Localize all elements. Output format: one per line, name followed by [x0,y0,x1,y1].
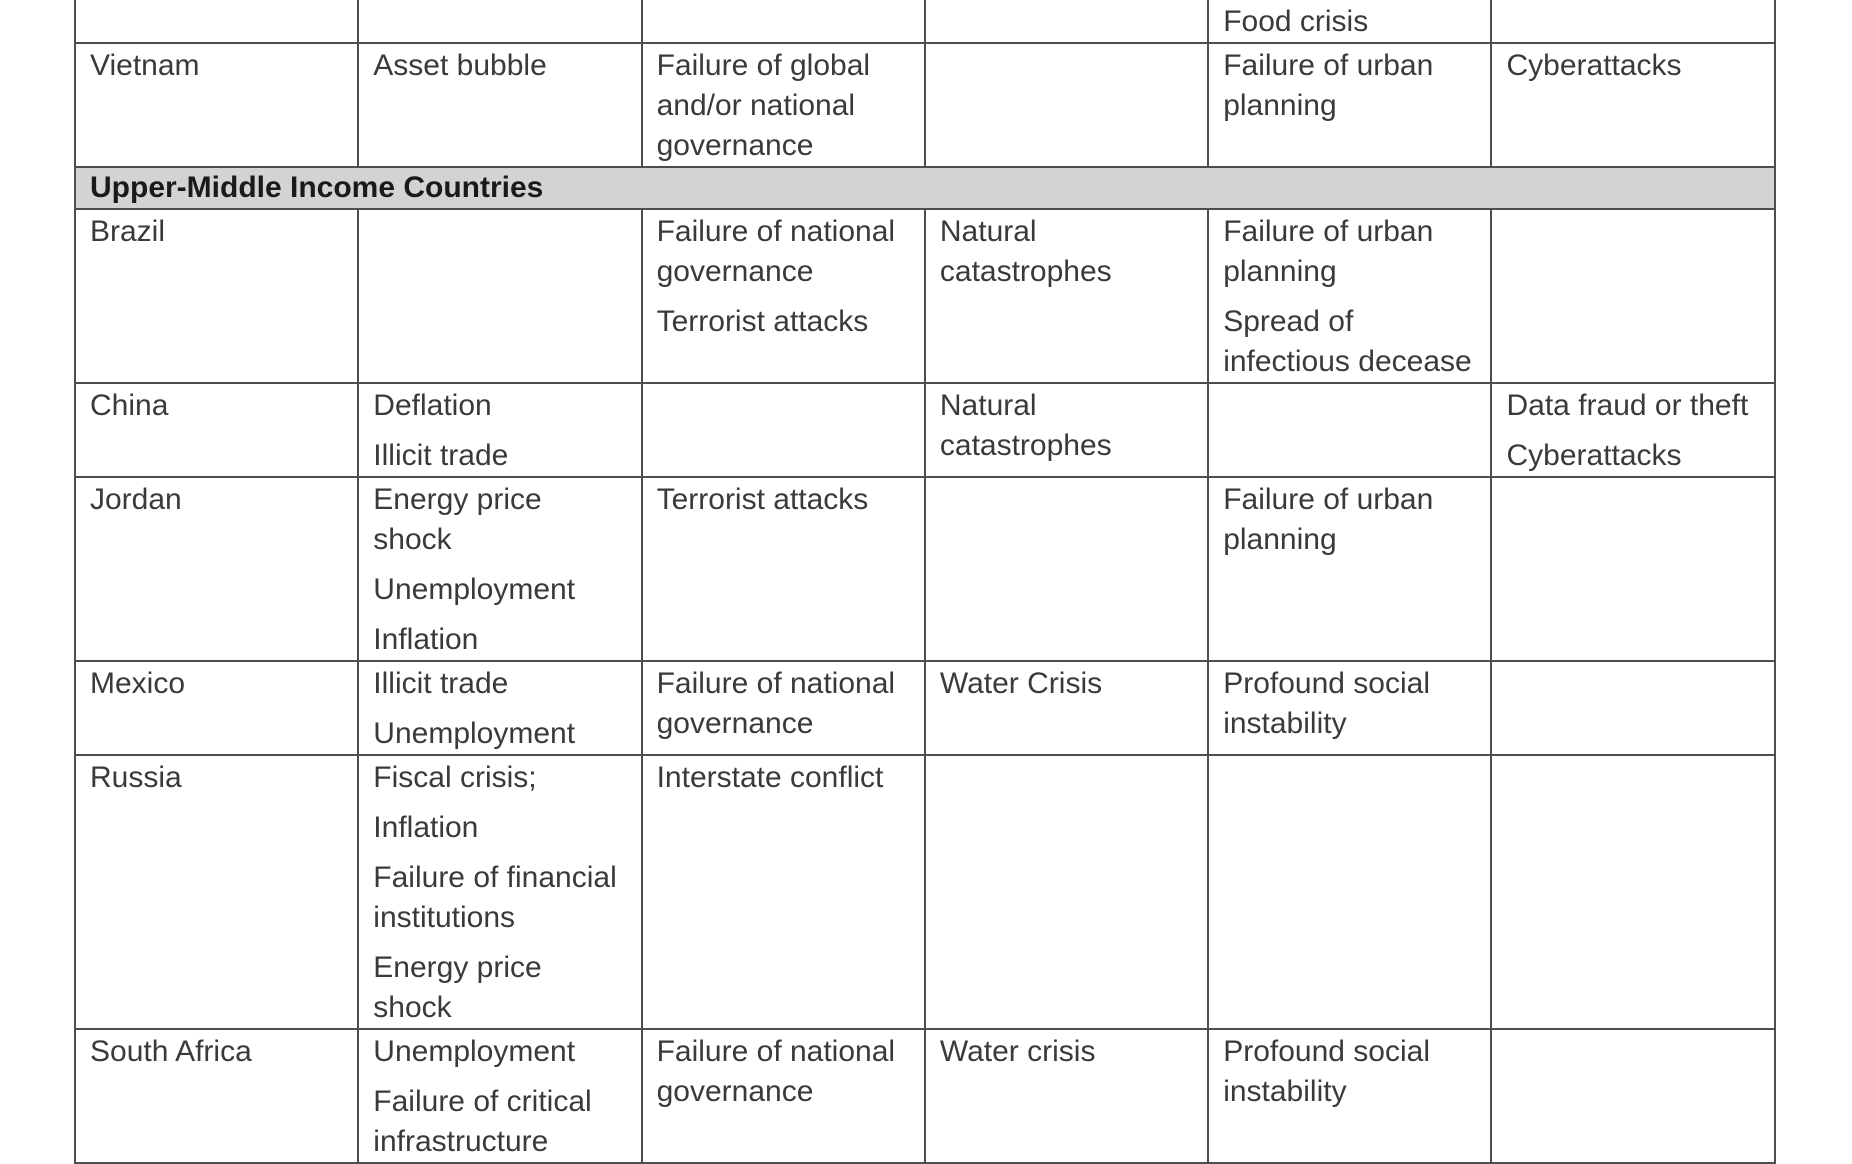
risk-entry: Terrorist attacks [656,305,869,338]
risk-cell-geopolitical [642,43,925,167]
risk-entry: Failure of urban planning [1223,215,1434,288]
risk-entry: Natural catastrophes [939,215,1112,288]
table-row [75,661,1775,755]
risk-cell-environmental [925,209,1208,383]
risk-cell-societal [1208,209,1491,383]
risk-entry: Cyberattacks [1506,49,1682,82]
table-row [75,1029,1775,1163]
risk-cell-technological [1491,1029,1774,1163]
country-cell: Mexico [75,661,358,755]
risk-cell-technological [1491,209,1774,383]
risk-entry: Illicit trade [373,667,509,700]
risk-entry: Profound social instability [1223,1035,1430,1108]
section-title: Upper-Middle Income Countries [75,167,1775,209]
risk-cell-geopolitical [642,661,925,755]
risk-cell-technological [1491,43,1774,167]
table-row [75,755,1775,1029]
table-row [75,477,1775,661]
risk-entry: Data fraud or theft [1506,389,1749,422]
table-row [75,383,1775,477]
risk-entry: Terrorist attacks [656,483,869,516]
risk-table-body [75,0,1775,1163]
risk-cell-geopolitical [642,477,925,661]
risk-entry: Failure of national governance [656,1035,896,1108]
risk-cell-economic [358,0,641,43]
risk-entry: Deflation [373,389,492,422]
risk-cell-economic [358,43,641,167]
risk-entry: Failure of national governance [656,215,896,288]
risk-cell-environmental [925,477,1208,661]
risk-cell-societal [1208,43,1491,167]
section-header-row [75,167,1775,209]
risk-cell-technological [1491,477,1774,661]
risk-cell-economic [358,755,641,1029]
risk-cell-societal [1208,477,1491,661]
risk-entry: Failure of global and/or national governance [656,49,871,162]
risk-cell-economic [358,661,641,755]
risk-table [74,0,1776,1164]
risk-entry: Energy price shock [373,483,542,556]
risk-cell-societal [1208,661,1491,755]
risk-cell-societal [1208,383,1491,477]
risk-cell-economic [358,383,641,477]
risk-cell-environmental [925,1029,1208,1163]
risk-entry: Fiscal crisis; [373,761,537,794]
risk-entry: Unemployment [373,717,576,750]
risk-entry: Water Crisis [939,667,1103,700]
risk-cell-technological [1491,0,1774,43]
country-cell: Russia [75,755,358,1029]
risk-entry: Failure of critical infrastructure [373,1085,592,1158]
country-cell: Brazil [75,209,358,383]
risk-entry: Profound social instability [1223,667,1430,740]
risk-cell-technological [1491,661,1774,755]
risk-entry: Unemployment [373,1035,576,1068]
country-cell [75,0,358,43]
risk-entry: Unemployment [373,573,576,606]
risk-cell-technological [1491,383,1774,477]
risk-entry: Cyberattacks [1506,439,1682,472]
country-cell: Vietnam [75,43,358,167]
risk-entry: Inflation [373,811,479,844]
country-cell: Jordan [75,477,358,661]
risk-cell-environmental [925,755,1208,1029]
risk-cell-societal [1208,0,1491,43]
risk-entry: Failure of urban planning [1223,483,1434,556]
risk-cell-environmental [925,383,1208,477]
risk-entry: Interstate conflict [656,761,884,794]
risk-entry: Natural catastrophes [939,389,1112,462]
risk-cell-environmental [925,43,1208,167]
risk-entry: Water crisis [939,1035,1096,1068]
risk-cell-societal [1208,1029,1491,1163]
risk-cell-environmental [925,661,1208,755]
risk-cell-technological [1491,755,1774,1029]
risk-cell-geopolitical [642,755,925,1029]
risk-cell-economic [358,1029,641,1163]
table-row [75,209,1775,383]
table-row [75,0,1775,43]
risk-entry: Illicit trade [373,439,509,472]
risk-cell-economic [358,209,641,383]
risk-cell-geopolitical [642,0,925,43]
risk-entry: Spread of infectious decease [1223,305,1472,378]
risk-cell-economic [358,477,641,661]
risk-cell-societal [1208,755,1491,1029]
risk-cell-environmental [925,0,1208,43]
risk-entry: Asset bubble [373,49,547,82]
risk-entry: Failure of financial institutions [373,861,617,934]
risk-entry: Energy price shock [373,951,542,1024]
risk-cell-geopolitical [642,209,925,383]
risk-entry: Failure of national governance [656,667,896,740]
risk-cell-geopolitical [642,1029,925,1163]
risk-entry: Failure of urban planning [1223,49,1434,122]
risk-cell-geopolitical [642,383,925,477]
country-cell: China [75,383,358,477]
risk-entry: Food crisis [1223,5,1369,38]
table-row [75,43,1775,167]
risk-entry: Inflation [373,623,479,656]
country-cell: South Africa [75,1029,358,1163]
